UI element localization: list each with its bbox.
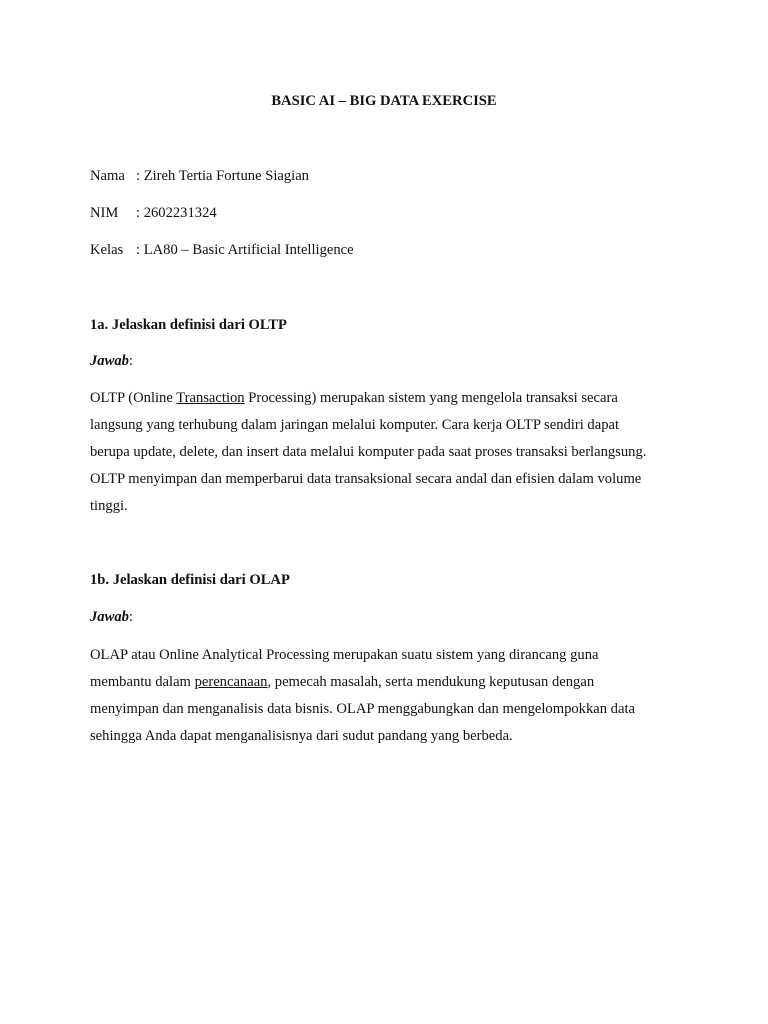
answer-1b-label-text: Jawab xyxy=(90,609,129,625)
answer-1b-paragraph xyxy=(90,642,680,750)
answer-1a-line-1-pre: OLTP (Online xyxy=(90,390,177,406)
underlined-term-transaction: Transaction xyxy=(176,390,245,406)
answer-1a-colon: : xyxy=(128,353,133,369)
answer-1a-line-4: OLTP menyimpan dan memperbarui data transaksional secara andal dan efisien dalam volume xyxy=(90,471,642,487)
answer-1b-line-3: menyimpan dan menganalisis data bisnis. OLAP menggabungkan dan mengelompokkan data xyxy=(90,701,635,717)
answer-1a-line-3: berupa update, delete, dan insert data melalui komputer pada saat proses transaksi berlangsung. xyxy=(90,444,647,460)
question-1b-heading: 1b. Jelaskan definisi dari OLAP xyxy=(90,572,290,588)
info-row-nim xyxy=(90,203,217,223)
answer-1a-paragraph xyxy=(90,385,680,520)
underlined-term-perencanaan: perencanaan xyxy=(194,674,268,690)
answer-1a-line-2: langsung yang terhubung dalam jaringan melalui komputer. Cara kerja OLTP sendiri dapat xyxy=(90,417,620,433)
kelas-label: Kelas xyxy=(90,242,124,258)
answer-1a-line-5: tinggi. xyxy=(90,498,128,514)
answer-1b-line-4: sehingga Anda dapat menganalisisnya dari sudut pandang yang berbeda. xyxy=(90,728,513,744)
question-1a-heading: 1a. Jelaskan definisi dari OLTP xyxy=(90,317,287,333)
answer-1b-line-2-pre: membantu dalam xyxy=(90,674,195,690)
info-row-name xyxy=(90,166,309,186)
answer-1b-label xyxy=(90,607,133,627)
name-label: Nama xyxy=(90,168,125,184)
document-title: BASIC AI – BIG DATA EXERCISE xyxy=(271,93,497,109)
answer-1b-line-2-post: , pemecah masalah, serta mendukung keputusan dengan xyxy=(267,674,595,690)
answer-1b-line-1: OLAP atau Online Analytical Processing merupakan suatu sistem yang dirancang guna xyxy=(90,647,599,663)
answer-1b-colon: : xyxy=(128,609,133,625)
answer-1b-line-2 xyxy=(90,669,680,696)
nim-value: : 2602231324 xyxy=(136,205,217,221)
nim-label: NIM xyxy=(90,205,119,221)
answer-1a-label xyxy=(90,351,133,371)
info-row-kelas xyxy=(90,240,354,260)
answer-1a-line-1-post: Processing) merupakan sistem yang mengelola transaksi secara xyxy=(244,390,618,406)
answer-1a-line-1 xyxy=(90,385,680,412)
kelas-value: : LA80 – Basic Artificial Intelligence xyxy=(136,242,354,258)
answer-1a-label-text: Jawab xyxy=(90,353,129,369)
name-value: : Zireh Tertia Fortune Siagian xyxy=(136,168,309,184)
